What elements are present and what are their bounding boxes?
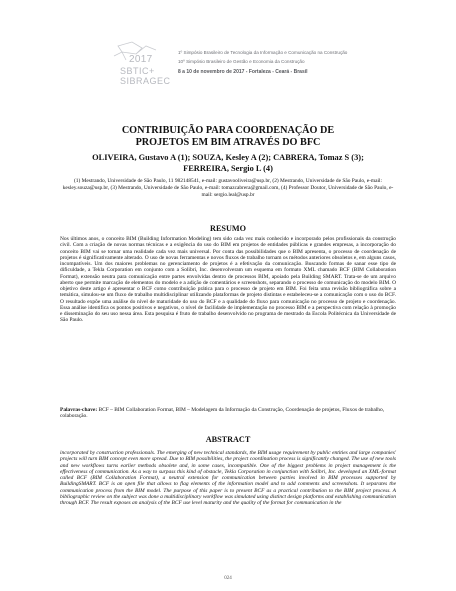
conference-logo	[112, 40, 176, 90]
keywords-label: Palavras-chave:	[60, 407, 98, 413]
authors-line-1: OLIVEIRA, Gustavo A (1); SOUZA, Kesley A (2); CABRERA, Tomaz S (3);	[92, 153, 364, 162]
logo-text-line1: SBTIC+	[120, 66, 155, 76]
abstract-heading: ABSTRACT	[205, 435, 251, 444]
title-line-2: PROJETOS EM BIM ATRAVÉS DO BFC	[135, 136, 321, 148]
event-line-2: 10º Simpósio Brasileiro de Gestão e Economia da Construção	[178, 59, 305, 65]
page-number: 024	[224, 576, 232, 581]
logo-year: 2017	[129, 54, 153, 65]
affiliations: (1) Mestrando, Universidade de São Paulo, 11 982148541, e-mail: gustavooliveira@usp.br, (2) Mestrando, Universidade de São Paulo, e-mail: kesley.souza@usp.br, (3) Mestrando, Universidade de São Paulo, e-mail: tomazcabrera@gmail.com, (4) Professor Doutor, Universidade de São Paulo, e-mail: sergio.leal@usp.br	[62, 178, 394, 198]
keywords	[60, 407, 396, 420]
abstract-text: incorporated by construction professionals. The emerging of new technical standards, the BIM usage requirement by public entities and large companies' projects will turn BIM concept even more spread. Due to BIM possibilities, the project coordination process is significantly changed. The use of new tools and new workflows turns earlier methods obsolete and, in some cases, incompatible. One of the biggest problems in project management is the effectiveness of communication. As a way to surpass this kind of obstacle, Tekla Corporation in conjunction with Solibri, Inc. developed an XML-format called BCF (BIM Collaboration Format), a neutral extension for communication between parties involved in BIM processes supported by BuildingSMART. BCF is an open file that allows to flag elements of the information model and to add comments and screenshots. It separates the communication process from the BIM model. The purpose of this paper is to present BCF as a practical contribution to the BIM project process. A bibliographic review on the subject was done a multidisciplinary workflow was simulated using distinct design platforms and establishing communication through BCF. The result exposes an analysis of the BCF use level maturity and the quality of the format for communication in the	[60, 450, 396, 506]
paper-title	[60, 125, 396, 148]
conference-header	[0, 0, 456, 100]
authors-line-2: FERREIRA, Sergio L (4)	[183, 163, 273, 173]
resumo-text: Nos últimos anos, o conceito BIM (Building Information Modeling) tem sido cada vez mais conhecido e incorporado pelos profissionais da construção civil. Com a criação de novas normas técnicas e a exigência do uso do BIM em projetos de entidades públicas e grandes empresas, a incorporação do conceito BIM vai se tornar uma realidade cada vez mais universal. Por conta das possibilidades que o BIM apresenta, o processo de coordenação de projetos é significativamente alterado. O uso de novas ferramentas e novos fluxos de trabalho tornam os métodos anteriores obsoletos e, em alguns casos, incompatíveis. Um dos maiores problemas no gerenciamento de projetos é a efetivação da comunicação. Buscando formas de sanar esse tipo de dificuldade, a Tekla Corporation em conjunto com a Solibri, Inc. desenvolveram um esquema em formato XML chamado BCF (BIM Collaboration Format), extensão neutra para comunicação entre partes envolvidas dentro de processos BIM, apoiado pela Building SMART. Trata-se de um arquivo aberto que permite marcação de elementos do modelo e a adição de comentários e screenshots, separando o processo de comunicação do modelo BIM. O objetivo deste artigo é apresentar o BCF como contribuição prática para o processo de projeto em BIM. Foi feita uma revisão bibliográfica sobre a temática, simulou-se um fluxo de trabalho multidisciplinar utilizando plataformas de projeto distintas e estabeleceu-se a comunicação com o uso do BCF. O resultado expõe uma análise do nível de maturidade do uso do BCF e a qualidade do fluxo para comunicação no processo de projeto e coordenação. Essa análise identifica os pontos positivos e negativos, o nível de facilidade de implementação no processo BIM e a perspectiva com relação à promoção e disseminação do seu uso nessa área. Esta pesquisa é fruto de trabalho desenvolvido no programa de mestrado da Escola Politécnica da Universidade de São Paulo.	[60, 236, 396, 324]
resumo-heading: RESUMO	[210, 224, 246, 233]
title-line-1: CONTRIBUIÇÃO PARA COORDENAÇÃO DE	[121, 125, 335, 136]
logo-text-line2: SIBRAGEC	[120, 76, 171, 86]
keywords-text: BCF – BIM Collaboration Format, BIM – Modelagem da Informação da Construção, Coordenação de projetos, Fluxos de trabalho, colaboração.	[60, 407, 385, 420]
authors	[60, 153, 396, 174]
event-line-1: 1º Simpósio Brasileiro de Tecnologia da Informação e Comunicação na Construção	[178, 50, 348, 55]
event-dates: 8 a 10 de novembro de 2017 - Fortaleza - Ceará - Brasil	[178, 68, 308, 75]
event-info	[178, 50, 378, 75]
